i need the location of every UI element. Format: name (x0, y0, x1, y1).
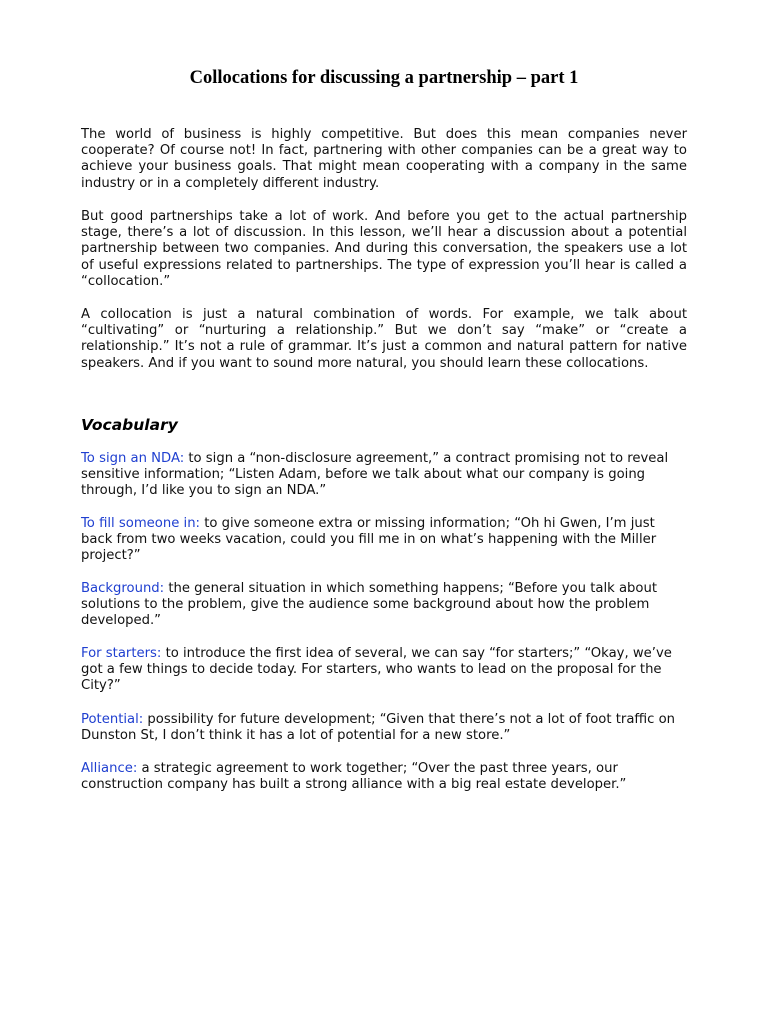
vocab-term: Potential: (81, 712, 144, 727)
intro-paragraph-1: The world of business is highly competitive. But does this mean companies never cooperate? Of course not! In fact, partnering with other companies can be a great way to achieve your business goals. That might mean cooperating with a company in the same industry or in a completely different industry. (81, 127, 687, 191)
vocab-entry-potential (81, 712, 687, 744)
vocab-entry-for-starters (81, 646, 687, 695)
vocab-definition: to sign a “non-disclosure agreement,” a contract promising not to reveal sensitive information; “Listen Adam, before we talk about what our company is going through, I’d like you to sign an NDA.” (81, 451, 669, 499)
vocab-definition: possibility for future development; “Given that there’s not a lot of foot traffic on Dunston St, I don’t think it has a lot of potential for a new store.” (81, 712, 676, 744)
intro-paragraph-2: But good partnerships take a lot of work. And before you get to the actual partnership stage, there’s a lot of discussion. In this lesson, we’ll hear a discussion about a potential partnership between two companies. And during this conversation, the speakers use a lot of useful expressions related to partnerships. The type of expression you’ll hear is called a “collocation.” (81, 209, 687, 289)
vocab-definition: to introduce the first idea of several, we can say “for starters;” “Okay, we’ve got a few things to decide today. For starters, who wants to lead on the proposal for the City?” (81, 646, 672, 694)
vocab-definition: a strategic agreement to work together; “Over the past three years, our construction company has built a strong alliance with a big real estate developer.” (81, 761, 627, 793)
vocabulary-heading: Vocabulary (81, 416, 178, 434)
intro-paragraph-3: A collocation is just a natural combination of words. For example, we talk about “cultivating” or “nurturing a relationship.” But we don’t say “make” or “create a relationship.” It’s not a rule of grammar. It’s just a common and natural pattern for native speakers. And if you want to sound more natural, you should learn these collocations. (81, 307, 687, 371)
vocab-term: To fill someone in: (81, 516, 200, 531)
vocab-entry-alliance (81, 761, 687, 793)
page-title: Collocations for discussing a partnership – part 1 (189, 68, 579, 88)
vocab-entry-background (81, 581, 687, 630)
vocab-definition: to give someone extra or missing information; “Oh hi Gwen, I’m just back from two weeks vacation, could you fill me in on what’s happening with the Miller project?” (81, 516, 657, 564)
vocab-entry-fill-in (81, 516, 687, 565)
vocab-term: Alliance: (81, 761, 138, 776)
vocab-term: For starters: (81, 646, 162, 661)
vocab-term: To sign an NDA: (81, 451, 185, 466)
vocab-entry-sign-nda (81, 451, 687, 500)
vocab-definition: the general situation in which something happens; “Before you talk about solutions to the problem, give the audience some background about how the problem developed.” (81, 581, 658, 629)
vocab-term: Background: (81, 581, 165, 596)
